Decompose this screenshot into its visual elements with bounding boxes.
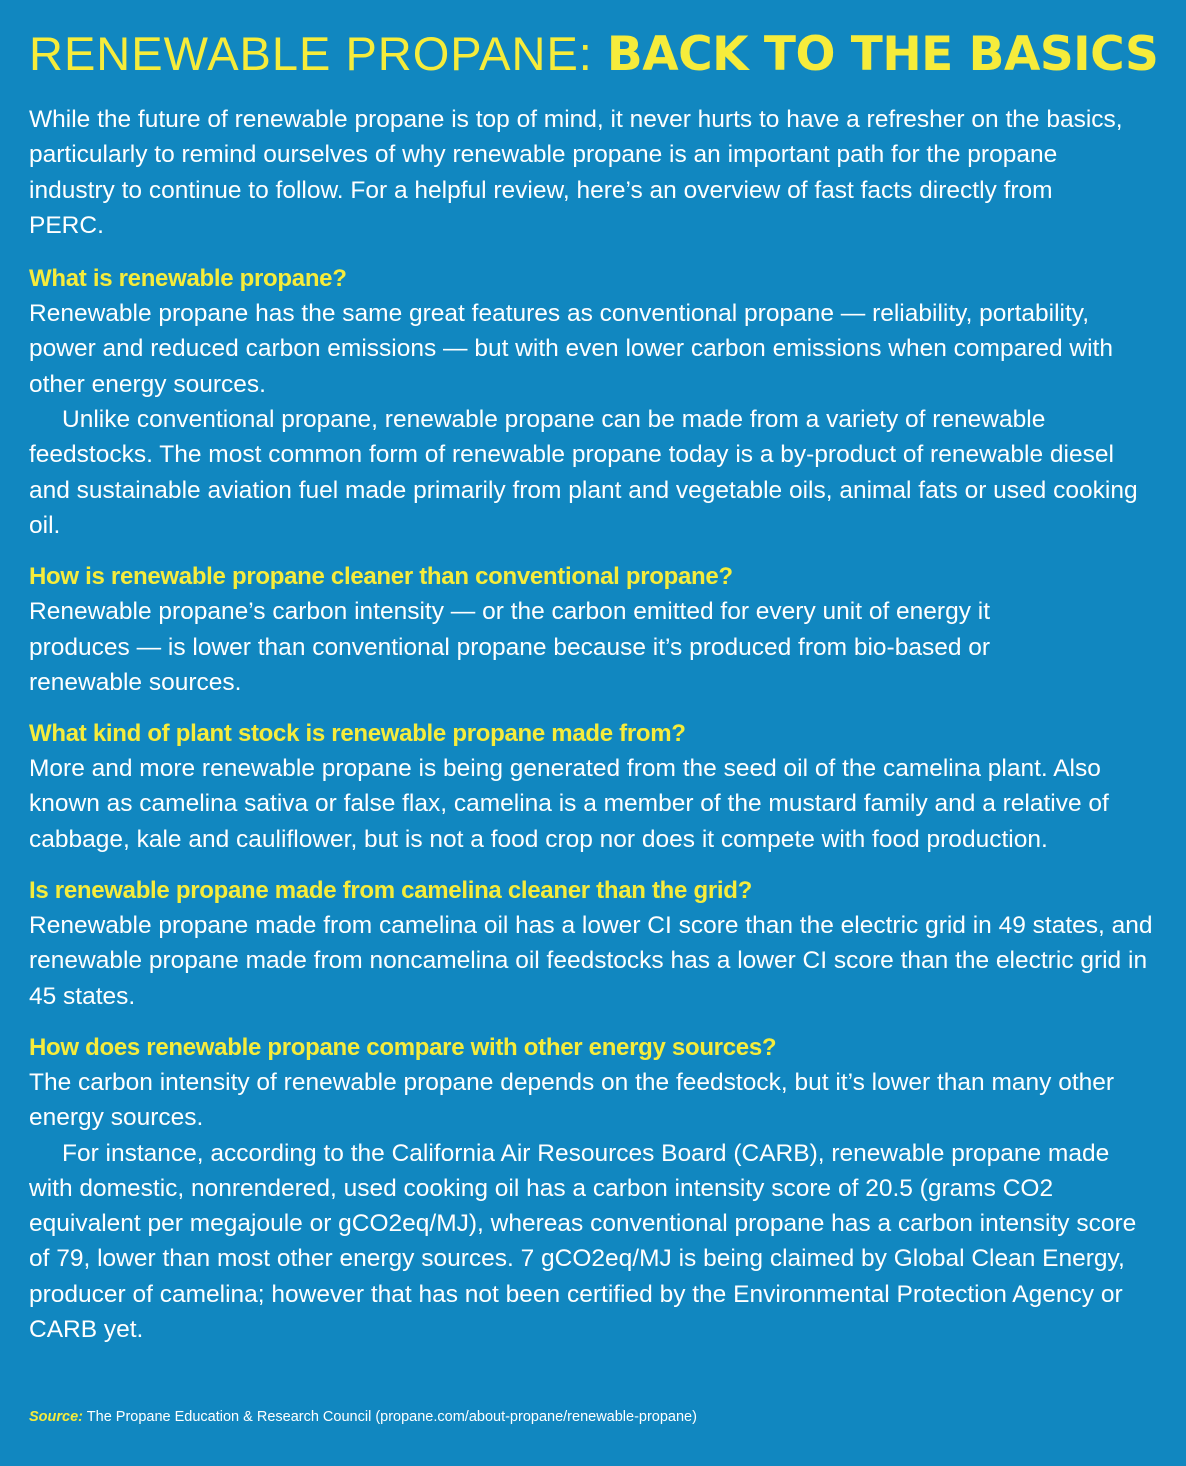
section-what-is	[29, 262, 1157, 543]
section-paragraph: The carbon intensity of renewable propane depends on the feedstock, but it’s lower than many other energy sources.	[29, 1068, 1115, 1132]
source-label: Source:	[29, 1409, 83, 1425]
section-question: What kind of plant stock is renewable propane made from?	[29, 720, 686, 748]
intro-paragraph: While the future of renewable propane is top of mind, it never hurts to have a refresher on the basics, particularly to remind ourselves of why renewable propane is an important path for the propane industry to continue to follow. For a helpful review, here’s an overview of fast facts directly from PERC.	[29, 106, 1123, 239]
section-cleaner	[29, 560, 1157, 700]
section-question: Is renewable propane made from camelina cleaner than the grid?	[29, 877, 752, 905]
section-paragraph: Unlike conventional propane, renewable propane can be made from a variety of renewable feedstocks. The most common form of renewable propane today is a by-product of renewable diesel and sustainable aviation fuel made primarily from plant and vegetable oils, animal fats or used cooking oil.	[29, 406, 1138, 539]
section-paragraph: Renewable propane’s carbon intensity — or the carbon emitted for every unit of energy it produces — is lower than conventional propane because it’s produced from bio-based or renewable sources.	[29, 598, 991, 696]
section-paragraph: More and more renewable propane is being generated from the seed oil of the camelina plant. Also known as camelina sativa or false flax, camelina is a member of the mustard family and a relative of cabbage, kale and cauliflower, but is not a food crop nor does it compete with food production.	[29, 755, 1109, 853]
panel-title	[29, 22, 1159, 87]
title-bold: BACK TO THE BASICS	[606, 27, 1159, 82]
section-question: How is renewable propane cleaner than conventional propane?	[29, 563, 733, 591]
section-question: What is renewable propane?	[29, 265, 347, 293]
section-plant-stock	[29, 717, 1157, 857]
source-credit	[29, 1406, 697, 1428]
section-paragraph: Renewable propane made from camelina oil has a lower CI score than the electric grid in 49 states, and renewable propane made from noncamelina oil feedstocks has a lower CI score than the electric grid in 45 states.	[29, 912, 1153, 1010]
section-compare	[29, 1031, 1157, 1347]
section-paragraph: Renewable propane has the same great features as conventional propane — reliability, portability, power and reduced carbon emissions — but with even lower carbon emissions when compared with other energy sources.	[29, 300, 1113, 398]
section-grid	[29, 874, 1157, 1014]
source-text: The Propane Education & Research Council (propane.com/about-propane/renewable-propane)	[83, 1409, 697, 1425]
section-question: How does renewable propane compare with other energy sources?	[29, 1033, 777, 1061]
section-paragraph: For instance, according to the California Air Resources Board (CARB), renewable propane made with domestic, nonrendered, used cooking oil has a carbon intensity score of 20.5 (grams CO2 equivalent per megajoule or gCO2eq/MJ), whereas conventional propane has a carbon intensity score of 79, lower than most other energy sources. 7 gCO2eq/MJ is being claimed by Global Clean Energy, producer of camelina; however that has not been certified by the Environmental Protection Agency or CARB yet.	[29, 1139, 1137, 1344]
title-light: RENEWABLE PROPANE:	[29, 27, 607, 80]
